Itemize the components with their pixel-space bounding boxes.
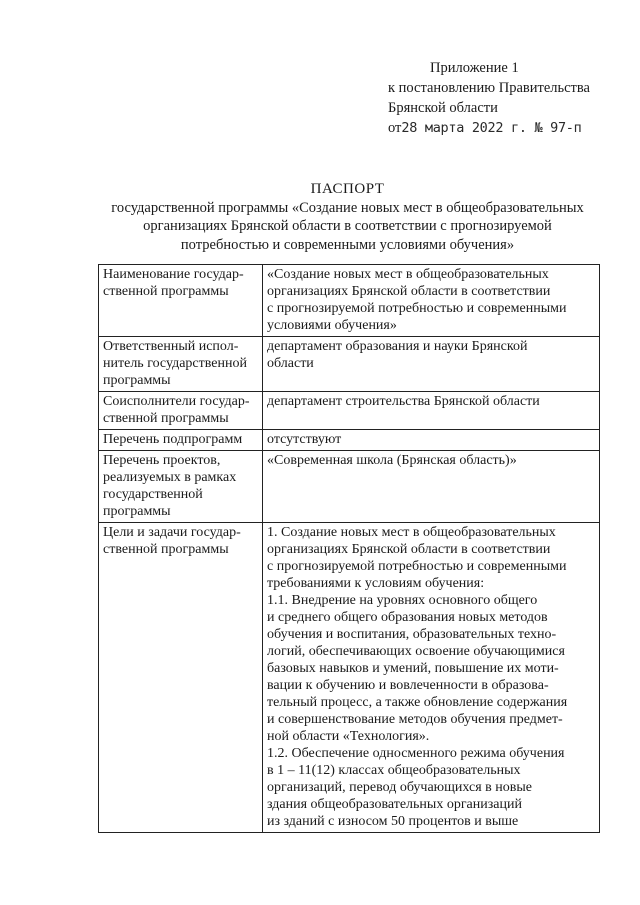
row-value-line: из зданий с износом 50 процентов и выше	[267, 814, 519, 829]
row-value-line: отсутствуют	[267, 432, 342, 447]
document-title	[80, 180, 615, 254]
row-value-line: логий, обеспечивающих освоение обучающимися	[267, 644, 565, 659]
row-label-cell	[99, 451, 263, 523]
title-line-2: организациях Брянской области в соответствии с прогнозируемой	[143, 218, 552, 234]
row-label-line: программы	[103, 504, 171, 519]
row-label-line: ственной программы	[103, 542, 229, 557]
row-value-line: тельный процесс, а также обновление содержания	[267, 695, 568, 710]
row-value-line: департамент образования и науки Брянской	[267, 339, 528, 354]
row-value-line: в 1 – 11(12) классах общеобразовательных	[267, 763, 521, 778]
row-label-cell	[99, 523, 263, 833]
row-label-line: государственной	[103, 487, 203, 502]
row-label-line: реализуемых в рамках	[103, 470, 237, 485]
row-label-line: ственной программы	[103, 284, 229, 299]
row-label-line: Цели и задачи государ-	[103, 525, 241, 540]
row-value-line: и среднего общего образования новых методов	[267, 610, 548, 625]
row-value-line: организаций, перевод обучающихся в новые	[267, 780, 532, 795]
row-value-line: «Создание новых мест в общеобразовательных	[267, 267, 549, 282]
row-value-line: области	[267, 356, 314, 371]
row-label-cell	[99, 430, 263, 451]
appendix-decree: к постановлению Правительства	[388, 80, 590, 96]
passport-table-body	[99, 265, 600, 833]
table-row	[99, 523, 600, 833]
row-label-line: нитель государственной	[103, 356, 247, 371]
row-value-cell	[263, 451, 600, 523]
row-value-line: организациях Брянской области в соответствии	[267, 284, 551, 299]
row-label-line: Наименование государ-	[103, 267, 244, 282]
row-label-line: Перечень подпрограмм	[103, 432, 243, 447]
title-line-1: государственной программы «Создание новых мест в общеобразовательных	[111, 199, 584, 216]
row-label-line: Перечень проектов,	[103, 453, 221, 468]
row-value-cell	[263, 265, 600, 337]
row-value-line: организациях Брянской области в соответствии	[267, 542, 551, 557]
row-label-cell	[99, 337, 263, 392]
table-row	[99, 451, 600, 523]
row-value-line: «Современная школа (Брянская область)»	[267, 453, 517, 468]
row-label-cell	[99, 265, 263, 337]
row-value-line: базовых навыков и умений, повышение их моти-	[267, 661, 559, 676]
row-value-line: департамент строительства Брянской области	[267, 394, 540, 409]
row-value-cell	[263, 337, 600, 392]
table-row	[99, 337, 600, 392]
appendix-date-handwritten: 28 марта 2022 г. № 97-п	[401, 120, 582, 136]
row-value-line: с прогнозируемой потребностью и современными	[267, 301, 567, 316]
row-value-cell	[263, 392, 600, 430]
row-label-line: Ответственный испол-	[103, 339, 239, 354]
row-label-line: ственной программы	[103, 411, 229, 426]
row-value-line: 1.1. Внедрение на уровнях основного общего	[267, 593, 538, 608]
row-value-cell	[263, 430, 600, 451]
table-row	[99, 265, 600, 337]
table-row	[99, 392, 600, 430]
row-value-line: 1. Создание новых мест в общеобразовательных	[267, 525, 556, 540]
row-value-line: ной области «Технология».	[267, 729, 430, 744]
appendix-number: Приложение 1	[430, 60, 519, 76]
row-value-line: здания общеобразовательных организаций	[267, 797, 522, 812]
table-row	[99, 430, 600, 451]
row-label-cell	[99, 392, 263, 430]
passport-table	[98, 264, 600, 833]
row-value-line: условиями обучения»	[267, 318, 397, 333]
appendix-header	[388, 58, 628, 138]
row-value-line: вации к обучению и вовлеченности в образова-	[267, 678, 549, 693]
row-value-line: требованиями к условиям обучения:	[267, 576, 485, 591]
appendix-date-prefix: от	[388, 120, 402, 136]
row-label-line: программы	[103, 373, 171, 388]
appendix-region: Брянской области	[388, 100, 498, 116]
page-title: ПАСПОРТ	[310, 181, 385, 197]
row-value-line: 1.2. Обеспечение односменного режима обучения	[267, 746, 565, 761]
row-label-line: Соисполнители государ-	[103, 394, 250, 409]
row-value-cell	[263, 523, 600, 833]
row-value-line: и совершенствование методов обучения предмет-	[267, 712, 563, 727]
row-value-line: с прогнозируемой потребностью и современными	[267, 559, 567, 574]
title-line-3: потребностью и современными условиями обучения»	[180, 236, 515, 253]
appendix-date	[388, 118, 628, 138]
row-value-line: обучения и воспитания, образовательных техно-	[267, 627, 557, 642]
